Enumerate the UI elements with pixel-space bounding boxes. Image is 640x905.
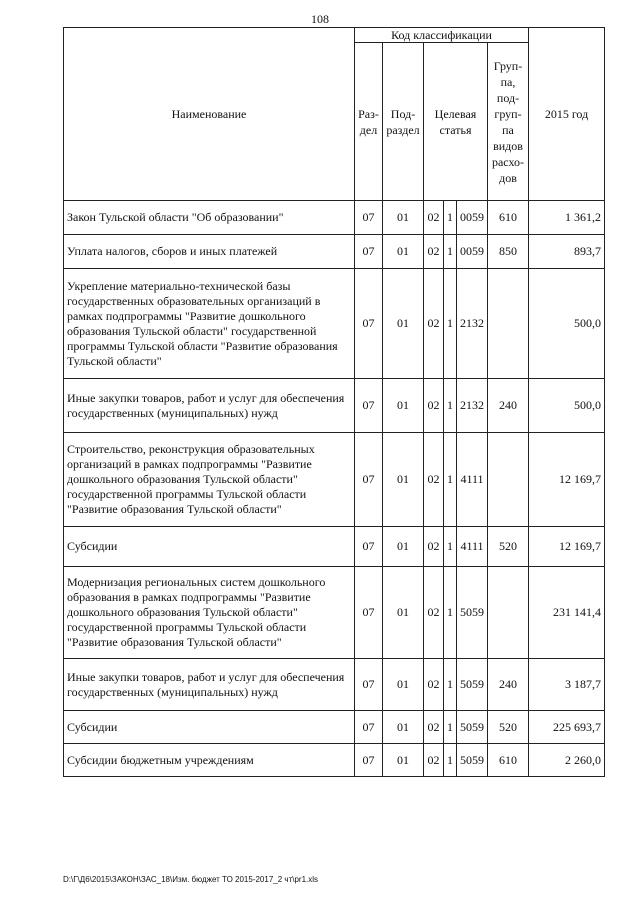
- row-cs-code: 5059: [457, 711, 488, 744]
- row-podrazdel: 01: [383, 527, 424, 567]
- row-razdel: 07: [355, 201, 383, 235]
- row-amount: 500,0: [529, 269, 605, 379]
- row-cs-code: 5059: [457, 744, 488, 777]
- header-classification: Код классификации: [355, 28, 529, 43]
- page-number: 108: [311, 12, 329, 26]
- row-vr: 520: [488, 527, 529, 567]
- row-amount: 225 693,7: [529, 711, 605, 744]
- row-vr: 520: [488, 711, 529, 744]
- row-cs-code: 0059: [457, 235, 488, 269]
- row-cs-program: 02: [424, 527, 444, 567]
- row-vr: 610: [488, 201, 529, 235]
- row-name: Укрепление материально-технической базы государственных образовательных организаций в рамках подпрограммы "Развитие дошкольного образования Тульской области" государственной программы Тульской области "Развитие образования Тульской области": [64, 269, 355, 379]
- row-razdel: 07: [355, 659, 383, 711]
- row-name: Иные закупки товаров, работ и услуг для обеспечения государственных (муниципальных) нужд: [64, 379, 355, 433]
- row-razdel: 07: [355, 744, 383, 777]
- row-cs-code: 4111: [457, 433, 488, 527]
- header-section: Раз- дел: [355, 43, 383, 201]
- row-podrazdel: 01: [383, 744, 424, 777]
- row-vr: [488, 269, 529, 379]
- row-cs-subprogram: 1: [444, 201, 457, 235]
- row-cs-code: 0059: [457, 201, 488, 235]
- row-amount: 893,7: [529, 235, 605, 269]
- row-amount: 231 141,4: [529, 567, 605, 659]
- row-name: Субсидии бюджетным учреждениям: [64, 744, 355, 777]
- row-cs-code: 4111: [457, 527, 488, 567]
- table-row: [64, 527, 605, 567]
- row-cs-program: 02: [424, 201, 444, 235]
- row-cs-subprogram: 1: [444, 659, 457, 711]
- row-name: Закон Тульской области "Об образовании": [64, 201, 355, 235]
- row-razdel: 07: [355, 379, 383, 433]
- row-cs-subprogram: 1: [444, 433, 457, 527]
- row-cs-program: 02: [424, 433, 444, 527]
- row-razdel: 07: [355, 269, 383, 379]
- row-amount: 3 187,7: [529, 659, 605, 711]
- row-cs-subprogram: 1: [444, 269, 457, 379]
- row-cs-code: 2132: [457, 269, 488, 379]
- row-vr: [488, 433, 529, 527]
- row-razdel: 07: [355, 433, 383, 527]
- row-cs-subprogram: 1: [444, 527, 457, 567]
- row-podrazdel: 01: [383, 567, 424, 659]
- row-razdel: 07: [355, 235, 383, 269]
- header-name: Наименование: [64, 28, 355, 201]
- row-amount: 500,0: [529, 379, 605, 433]
- header-target: Целевая статья: [424, 43, 488, 201]
- row-name: Субсидии: [64, 527, 355, 567]
- table-row: [64, 201, 605, 235]
- row-razdel: 07: [355, 527, 383, 567]
- row-cs-program: 02: [424, 235, 444, 269]
- row-razdel: 07: [355, 711, 383, 744]
- table-row: [64, 433, 605, 527]
- row-vr: [488, 567, 529, 659]
- row-podrazdel: 01: [383, 711, 424, 744]
- row-cs-program: 02: [424, 659, 444, 711]
- file-path-footer: D:\Г\Д6\2015\ЗАКОН\ЗАС_18\Изм. бюджет ТО 2015-2017_2 чт\pr1.xls: [63, 875, 319, 884]
- row-cs-subprogram: 1: [444, 379, 457, 433]
- row-cs-subprogram: 1: [444, 235, 457, 269]
- row-cs-program: 02: [424, 711, 444, 744]
- table-row: [64, 235, 605, 269]
- row-razdel: 07: [355, 567, 383, 659]
- budget-table: [63, 27, 605, 777]
- row-cs-program: 02: [424, 744, 444, 777]
- row-name: Строительство, реконструкция образовательных организаций в рамках подпрограммы "Развитие дошкольного образования Тульской области" государственной программы Тульской области "Развитие образования Тульской области": [64, 433, 355, 527]
- row-cs-program: 02: [424, 269, 444, 379]
- table-row: [64, 269, 605, 379]
- row-podrazdel: 01: [383, 235, 424, 269]
- table-row: [64, 379, 605, 433]
- row-podrazdel: 01: [383, 433, 424, 527]
- table-row: [64, 711, 605, 744]
- row-cs-code: 5059: [457, 659, 488, 711]
- row-podrazdel: 01: [383, 379, 424, 433]
- row-cs-program: 02: [424, 379, 444, 433]
- header-group: Груп- па, под- груп- па видов расхо- дов: [488, 43, 529, 201]
- row-amount: 1 361,2: [529, 201, 605, 235]
- row-cs-program: 02: [424, 567, 444, 659]
- row-podrazdel: 01: [383, 659, 424, 711]
- header-subsection: Под- раздел: [383, 43, 424, 201]
- header-year: 2015 год: [529, 28, 605, 201]
- row-amount: 12 169,7: [529, 527, 605, 567]
- row-cs-subprogram: 1: [444, 567, 457, 659]
- row-name: Уплата налогов, сборов и иных платежей: [64, 235, 355, 269]
- row-amount: 2 260,0: [529, 744, 605, 777]
- table-row: [64, 744, 605, 777]
- row-vr: 610: [488, 744, 529, 777]
- row-cs-code: 2132: [457, 379, 488, 433]
- table-row: [64, 659, 605, 711]
- header-row-top: [64, 28, 605, 43]
- row-cs-subprogram: 1: [444, 711, 457, 744]
- row-vr: 240: [488, 379, 529, 433]
- row-name: Субсидии: [64, 711, 355, 744]
- row-vr: 240: [488, 659, 529, 711]
- row-name: Модернизация региональных систем дошкольного образования в рамках подпрограммы "Развитие дошкольного образования Тульской области" государственной программы Тульской области "Развитие образования Тульской области": [64, 567, 355, 659]
- row-podrazdel: 01: [383, 201, 424, 235]
- table-row: [64, 567, 605, 659]
- row-amount: 12 169,7: [529, 433, 605, 527]
- row-vr: 850: [488, 235, 529, 269]
- row-name: Иные закупки товаров, работ и услуг для обеспечения государственных (муниципальных) нужд: [64, 659, 355, 711]
- row-cs-code: 5059: [457, 567, 488, 659]
- row-cs-subprogram: 1: [444, 744, 457, 777]
- row-podrazdel: 01: [383, 269, 424, 379]
